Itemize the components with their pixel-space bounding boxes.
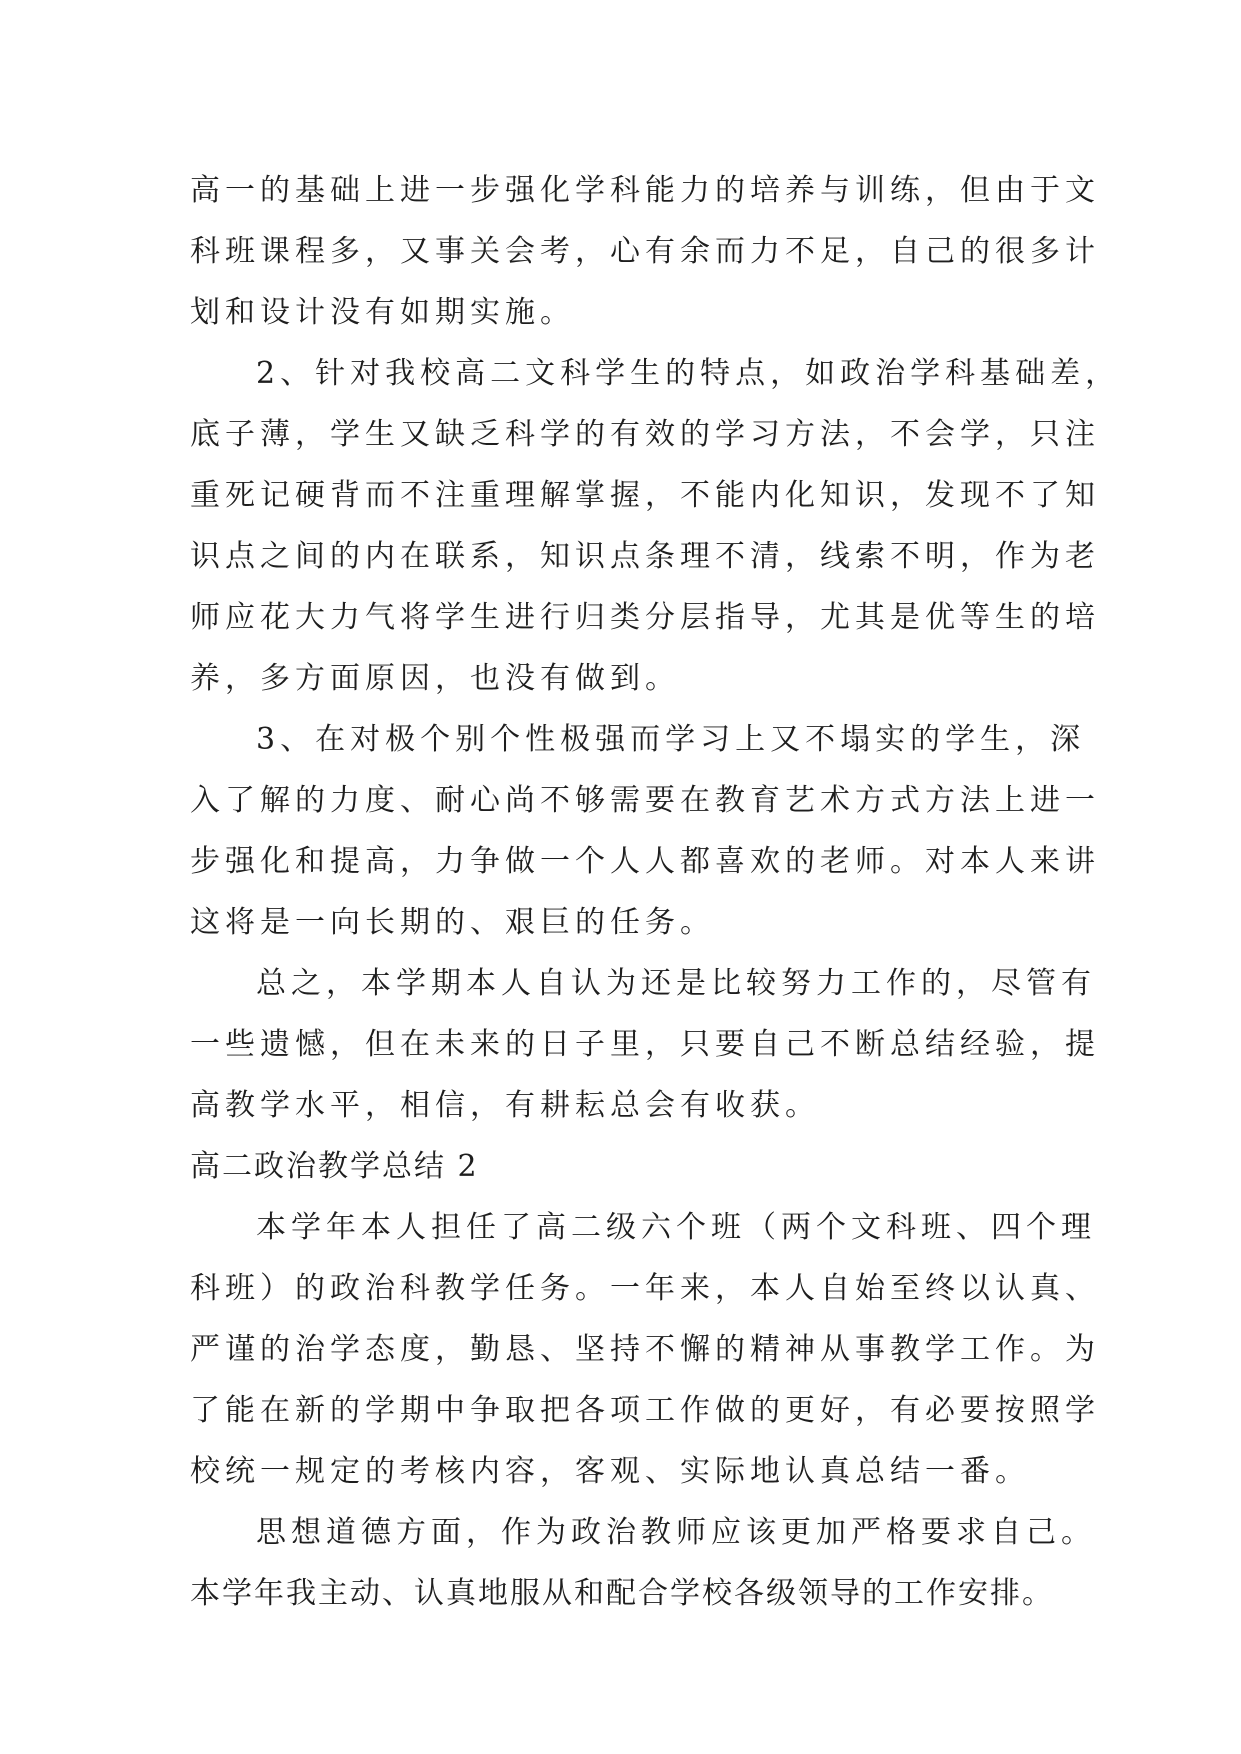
body-line: 校统一规定的考核内容，客观、实际地认真总结一番。 [190,1454,1030,1489]
body-line: 入了解的力度、耐心尚不够需要在教育艺术方式方法上进一 [190,783,1100,818]
body-line: 高教学水平，相信，有耕耘总会有收获。 [190,1088,820,1123]
body-line: 这将是一向长期的、艰巨的任务。 [190,905,715,940]
body-line: 一些遗憾，但在未来的日子里，只要自己不断总结经验，提 [190,1027,1100,1062]
body-line: 划和设计没有如期实施。 [190,295,575,330]
paragraph-start-line: 总之，本学期本人自认为还是比较努力工作的，尽管有 [256,966,1096,1001]
body-line: 严谨的治学态度，勤恳、坚持不懈的精神从事教学工作。为 [190,1332,1100,1367]
document-body [190,160,1121,1624]
paragraph-start-line: 思想道德方面，作为政治教师应该更加严格要求自己。 [256,1515,1096,1550]
body-line: 本学年我主动、认真地服从和配合学校各级领导的工作安排。 [190,1576,1054,1611]
paragraph-start-line: 本学年本人担任了高二级六个班（两个文科班、四个理 [256,1210,1096,1245]
body-line: 科班课程多，又事关会考，心有余而力不足，自己的很多计 [190,234,1100,269]
body-line: 重死记硬背而不注重理解掌握，不能内化知识，发现不了知 [190,478,1100,513]
body-line: 科班）的政治科教学任务。一年来，本人自始至终以认真、 [190,1271,1100,1306]
body-line: 养，多方面原因，也没有做到。 [190,661,680,696]
section-heading: 高二政治教学总结 2 [190,1149,479,1184]
body-line: 底子薄，学生又缺乏科学的有效的学习方法，不会学，只注 [190,417,1100,452]
body-line: 师应花大力气将学生进行归类分层指导，尤其是优等生的培 [190,600,1100,635]
body-line: 了能在新的学期中争取把各项工作做的更好，有必要按照学 [190,1393,1100,1428]
body-line: 高一的基础上进一步强化学科能力的培养与训练，但由于文 [190,173,1100,208]
body-line: 识点之间的内在联系，知识点条理不清，线索不明，作为老 [190,539,1100,574]
paragraph-start-line: 2、针对我校高二文科学生的特点，如政治学科基础差， [256,356,1121,391]
body-line: 步强化和提高，力争做一个人人都喜欢的老师。对本人来讲 [190,844,1100,879]
paragraph-start-line: 3、在对极个别个性极强而学习上又不塌实的学生，深 [256,722,1086,757]
